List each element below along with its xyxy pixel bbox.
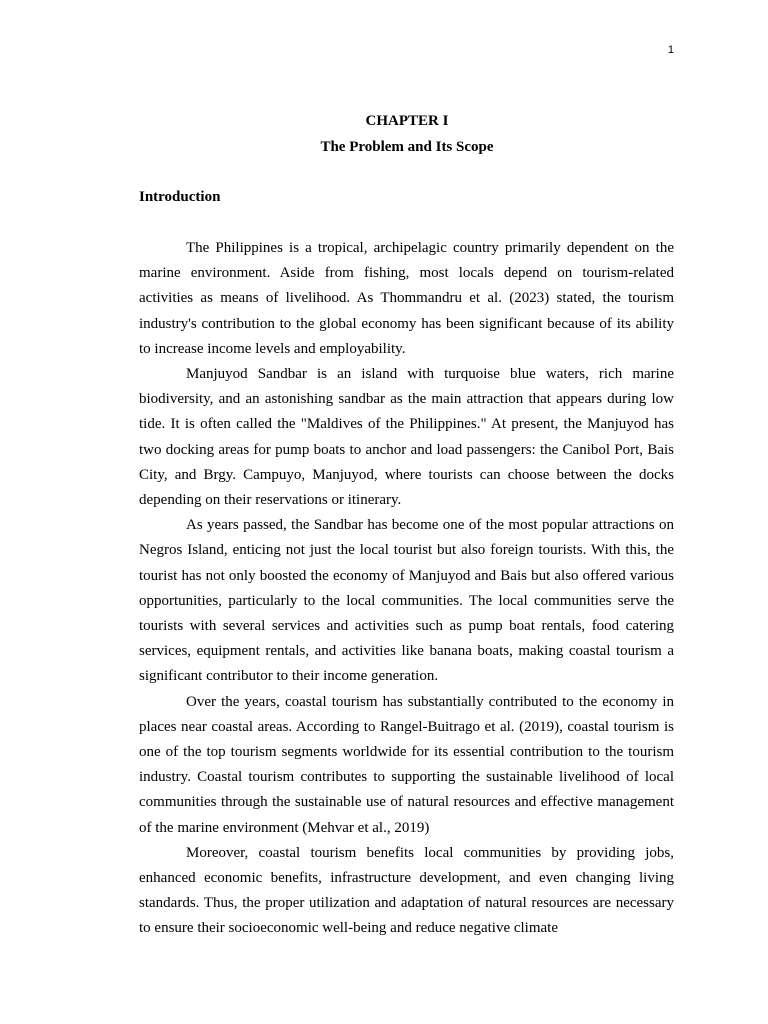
section-heading-introduction: Introduction — [139, 189, 221, 205]
page-number: 1 — [667, 44, 674, 56]
paragraph-5: Moreover, coastal tourism benefits local communities by providing jobs, enhanced economic benefits, infrastructure development, and even changing living standards. Thus, the proper utilization and adaptation of natural resources are necessary to ensure their socioeconomic well-being and reduce negative climate — [139, 844, 674, 937]
chapter-title: The Problem and Its Scope — [320, 139, 494, 155]
body-text — [139, 236, 674, 942]
paragraph-3: As years passed, the Sandbar has become one of the most popular attractions on Negros Island, enticing not just the local tourist but also foreign tourists. With this, the tourist has not only boosted the economy of Manjuyod and Bais but also offered various opportunities, particularly to the local communities. The local communities serve the tourists with several services and activities such as pump boat rentals, food catering services, equipment rentals, and activities like banana boats, making coastal tourism a significant contributor to their income generation. — [139, 517, 674, 685]
chapter-label: CHAPTER I — [365, 113, 449, 129]
paragraph-2: Manjuyod Sandbar is an island with turquoise blue waters, rich marine biodiversity, and an astonishing sandbar as the main attraction that appears during low tide. It is often called the "Maldives of the Philippines." At present, the Manjuyod has two docking areas for pump boats to anchor and load passengers: the Canibol Port, Bais City, and Brgy. Campuyo, Manjuyod, where tourists can choose between the docks depending on their reservations or itinerary. — [139, 366, 674, 509]
paragraph-1: The Philippines is a tropical, archipelagic country primarily dependent on the marine environment. Aside from fishing, most locals depend on tourism-related activities as means of livelihood. As Thommandru et al. (2023) stated, the tourism industry's contribution to the global economy has been significant because of its ability to increase income levels and employability. — [139, 240, 674, 357]
paragraph-4: Over the years, coastal tourism has substantially contributed to the economy in places near coastal areas. According to Rangel-Buitrago et al. (2019), coastal tourism is one of the top tourism segments worldwide for its essential contribution to the tourism industry. Coastal tourism contributes to supporting the sustainable livelihood of local communities through the sustainable use of natural resources and effective management of the marine environment (Mehvar et al., 2019) — [139, 693, 674, 836]
